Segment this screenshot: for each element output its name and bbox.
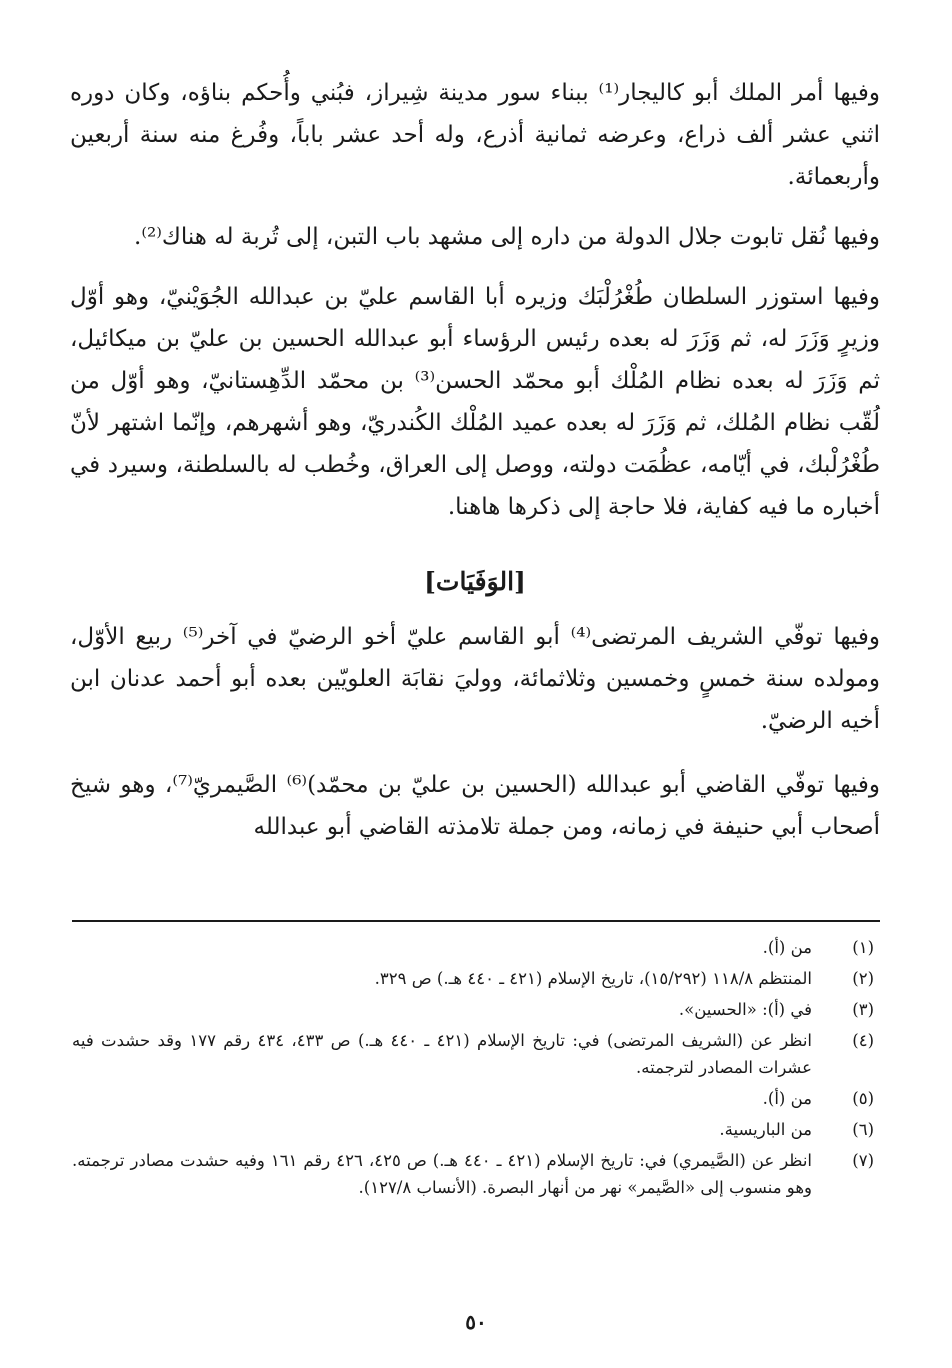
footnote-text: من (أ). (762, 1089, 812, 1108)
footnotes (72, 934, 880, 1205)
footnote-number: (٤) (852, 1031, 874, 1050)
footnote-text: المنتظم ١١٨/٨ (١٥/٢٩٢)، تاريخ الإسلام (٤٢١ ـ ٤٤٠ هـ.) ص ٣٢٩. (374, 969, 812, 988)
page-number: ٥٠ (465, 1310, 487, 1334)
page-body (70, 72, 880, 866)
footnote-number: (٢) (852, 969, 874, 988)
footnote-item (72, 934, 880, 961)
footnote-number: (٣) (852, 1000, 874, 1019)
footnote-divider (72, 920, 880, 922)
paragraph-shiraz-wall: وفيها أمر الملك أبو كاليجار⁽¹⁾ ببناء سور مدينة شِيراز، فبُني وأُحكم بناؤه، وكان دوره اثني عشر ألف ذراع، وعرضه ثمانية أذرع، وله أحد عشر باباً، وفُرغ منه سنة أربعين وأربعمائة. (70, 80, 880, 190)
footnote-item (72, 1147, 880, 1201)
footnote-item (72, 1085, 880, 1112)
footnote-number: (١) (852, 938, 874, 957)
footnote-item (72, 1027, 880, 1081)
footnote-text: في (أ): «الحسين». (678, 1000, 812, 1019)
section-heading-deaths: [الوَفَيَات] (424, 567, 526, 596)
paragraph-qadi-saymari: وفيها توفّي القاضي أبو عبدالله (الحسين بن عليّ بن محمّد)⁽⁶⁾ الصَّيمريّ⁽⁷⁾، وهو شيخ أصحاب أبي حنيفة في زمانه، ومن جملة تلامذته القاضي أبو عبدالله (70, 772, 881, 840)
footnote-number: (٧) (852, 1151, 874, 1170)
footnote-number: (٦) (852, 1120, 874, 1139)
footnote-item (72, 1116, 880, 1143)
footnote-item (72, 965, 880, 992)
footnote-text: من (أ). (762, 938, 812, 957)
footnote-text: انظر عن (الصَّيمري) في: تاريخ الإسلام (٤٢١ ـ ٤٤٠ هـ.) ص ٤٢٥، ٤٢٦ رقم ١٦١ وفيه حشدت مصادر ترجمته. وهو منسوب إلى «الصَّيمر» نهر من أنهار البصرة. (الأنساب ١٢٧/٨). (72, 1151, 813, 1197)
footnote-text: انظر عن (الشريف المرتضى) في: تاريخ الإسلام (٤٢١ ـ ٤٤٠ هـ.) ص ٤٣٣، ٤٣٤ رقم ١٧٧ وقد حشدت فيه عشرات المصادر لترجمته. (72, 1031, 813, 1077)
paragraph-jalal-coffin: وفيها نُقل تابوت جلال الدولة من داره إلى مشهد باب التبن، إلى تُربة له هناك⁽²⁾. (134, 224, 880, 250)
footnote-item (72, 996, 880, 1023)
paragraph-sharif-murtada: وفيها توفّي الشريف المرتضى⁽⁴⁾ أبو القاسم عليّ أخو الرضيّ في آخر⁽⁵⁾ ربيع الأوّل، ومولده سنة خمسٍ وخمسين وثلاثمائة، ووليَ نقابَة العلويّين بعده أبو أحمد عدنان ابن أخيه الرضيّ. (70, 624, 880, 734)
footnote-number: (٥) (852, 1089, 874, 1108)
paragraph-tughrilbeg-viziers: وفيها استوزر السلطان طُغْرُلْبَك وزيره أبا القاسم عليّ بن عبدالله الجُوَيْنيّ، وهو أوّل وزيرٍ وَزَرَ له، ثم وَزَرَ له بعده رئيس الرؤساء أبو عبدالله الحسين بن عليّ بن ميكائيل، ثم وَزَرَ له بعده نظام المُلْك أبو محمّد الحسن⁽³⁾ بن محمّد الدِّهِستانيّ، وهو أوّل من لُقّب نظام المُلك، ثم وَزَرَ له بعده عميد المُلْك الكُندريّ، وهو أشهرهم، وإنّما اشتهر لأنّ طُغْرُلْبك، في أيّامه، عظُمَت دولته، ووصل إلى العراق، وخُطب له بالسلطنة، وسيرد في أخباره ما فيه كفاية، فلا حاجة إلى ذكرها هاهنا. (70, 284, 880, 520)
footnote-text: من الباريسية. (719, 1120, 812, 1139)
